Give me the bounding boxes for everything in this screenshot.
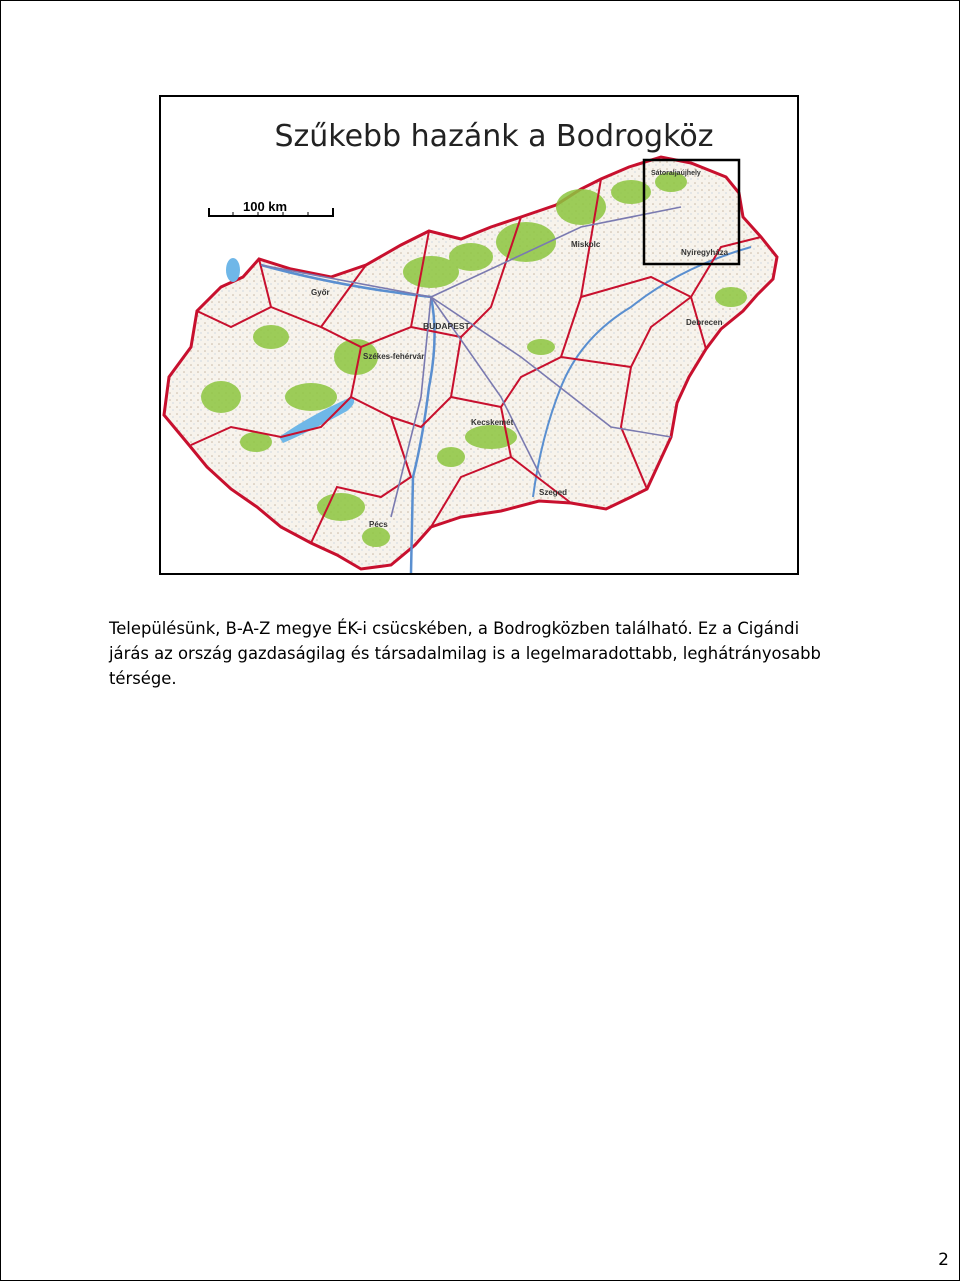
page-number: 2 <box>938 1250 949 1270</box>
caption-line-2: járás az ország gazdaságilag és társadalmilag is a legelmaradottabb, leghátrányosabb <box>109 644 821 663</box>
caption-text <box>109 616 849 691</box>
caption-line-1: Településünk, B-A-Z megye ÉK-i csücskében, a Bodrogközben található. Ez a Cigándi <box>109 619 800 638</box>
city-label-miskolc: Miskolc <box>571 240 601 249</box>
city-label-kecskemet: Kecskemét <box>471 418 514 427</box>
city-label-pecs: Pécs <box>369 520 388 529</box>
caption-line-3: térsége. <box>109 669 177 688</box>
city-label-gyor: Győr <box>311 288 330 297</box>
city-label-satoraljaujhely: Sátoraljaújhely <box>651 170 701 177</box>
city-label-szeged: Szeged <box>539 488 568 497</box>
city-label-budapest: BUDAPEST <box>423 321 470 331</box>
hungary-map <box>161 97 797 573</box>
slide-frame <box>159 95 799 575</box>
city-label-debrecen: Debrecen <box>686 318 723 327</box>
lake-ferto <box>226 258 240 282</box>
slide-title: Szűkebb hazánk a Bodrogköz <box>274 119 714 154</box>
city-label-nyiregyhaza: Nyíregyháza <box>681 248 729 257</box>
scale-label: 100 km <box>243 199 288 214</box>
country-outline <box>164 157 777 569</box>
city-label-szekesfehervar: Székes-fehérvár <box>363 352 425 361</box>
